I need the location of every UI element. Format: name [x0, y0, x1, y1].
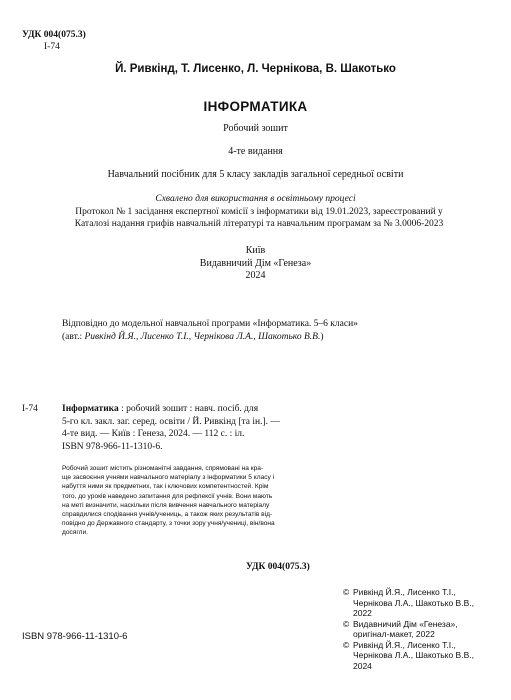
- udk-code-bottom: УДК 004(075.3): [246, 562, 310, 572]
- copyright-line: Видавничий Дім «Генеза»,: [353, 618, 458, 629]
- copyright-line: Чернікова Л.А., Шакотько В.В.,: [353, 597, 474, 608]
- catalog-isbn: ISBN 978-966-11-1310-6.: [62, 441, 163, 452]
- protocol-text: [22, 206, 496, 230]
- program-authors-names: Ривкінд Й.Я., Лисенко Т.І., Чернікова Л.А., Шакотько В.В.: [84, 332, 321, 342]
- city: Київ: [245, 245, 266, 256]
- copyright-line: 2022: [353, 608, 372, 618]
- catalog-index: І-74: [22, 404, 38, 414]
- annotation: [62, 464, 342, 538]
- copyright-line: Чернікова Л.А., Шакотько В.В.,: [353, 650, 474, 660]
- publisher: Видавничий Дім «Генеза»: [199, 257, 312, 269]
- authors: Й. Ривкінд, Т. Лисенко, Л. Чернікова, В. Шакотько: [115, 63, 396, 75]
- copyright-block: [343, 587, 474, 671]
- copyright-icon: ©: [343, 587, 350, 597]
- year: 2024: [245, 270, 266, 281]
- program-authors: [62, 331, 482, 344]
- copyright-entry: [343, 619, 474, 640]
- isbn: ISBN 978-966-11-1310-6: [22, 631, 128, 642]
- library-index: І-74: [44, 42, 60, 52]
- catalog-line: 4-те вид. — Київ : Генеза, 2024. — 112 с. : іл.: [62, 429, 245, 439]
- copyright-line: 2024: [353, 660, 372, 671]
- annotation-line: досягли.: [62, 529, 89, 537]
- program-reference: [62, 318, 482, 344]
- annotation-line: набуття ними як предметних, так і ключових компетентностей. Крім: [62, 483, 269, 491]
- catalog-card: [22, 403, 492, 453]
- copyright-entry: [343, 587, 474, 619]
- book-subtitle: Робочий зошит: [223, 123, 288, 134]
- udk-header: [22, 29, 86, 53]
- program-authors-prefix: (авт.:: [62, 332, 85, 342]
- catalog-line: 5-го кл. закл. заг. серед. освіти / Й. Ривкінд [та ін.]. —: [62, 416, 280, 427]
- program-authors-suffix: ): [320, 332, 324, 342]
- copyright-line: оригінал-макет, 2022: [353, 629, 435, 639]
- approval-note: Схвалено для використання в освітньому процесі: [155, 194, 356, 204]
- annotation-line: ще засвоєння учнями навчального матеріалу з інформатики 5 класу і: [62, 474, 275, 482]
- purpose-statement: Навчальний посібник для 5 класу закладів загальної середньої освіти: [107, 169, 404, 180]
- copyright-line: Ривкінд Й.Я., Лисенко Т.І.,: [353, 587, 456, 597]
- copyright-line: Ривкінд Й.Я., Лисенко Т.І.,: [353, 639, 456, 650]
- catalog-title: Інформатика: [62, 404, 119, 414]
- book-title: ІНФОРМАТИКА: [203, 99, 308, 114]
- annotation-line: справдилися сподівання учнів/учениць, а також яких результатів від-: [62, 511, 273, 519]
- copyright-icon: ©: [343, 618, 350, 629]
- annotation-line: Робочий зошит містить різноманітні завдання, спрямовані на кра-: [62, 465, 264, 472]
- edition: 4-те видання: [228, 146, 283, 157]
- protocol-line: Протокол № 1 засідання експертної комісії з інформатики від 19.01.2023, зареєстрований у: [75, 207, 443, 217]
- catalog-description: [62, 403, 492, 453]
- catalog-line: : робочий зошит : навч. посіб. для: [118, 404, 259, 414]
- copyright-entry: [343, 640, 474, 672]
- annotation-line: повідно до Державного стандарту, з точки зору учня/учениці, він/вона: [62, 520, 275, 528]
- imprint: [0, 245, 511, 283]
- copyright-icon: ©: [343, 639, 350, 650]
- protocol-line: Каталозі надання грифів навчальній літературі та навчальним програмам за № 3.0006-2023: [74, 219, 444, 229]
- annotation-line: на меті визначити, наскільки після вивчення навчального матеріалу: [62, 501, 270, 509]
- annotation-line: того, до уроків наведено запитання для рефлексії учнів. Вони мають: [62, 492, 273, 500]
- udk-code: УДК 004(075.3): [22, 30, 86, 40]
- program-line: Відповідно до модельної навчальної програми «Інформатика. 5–6 класи»: [62, 319, 358, 329]
